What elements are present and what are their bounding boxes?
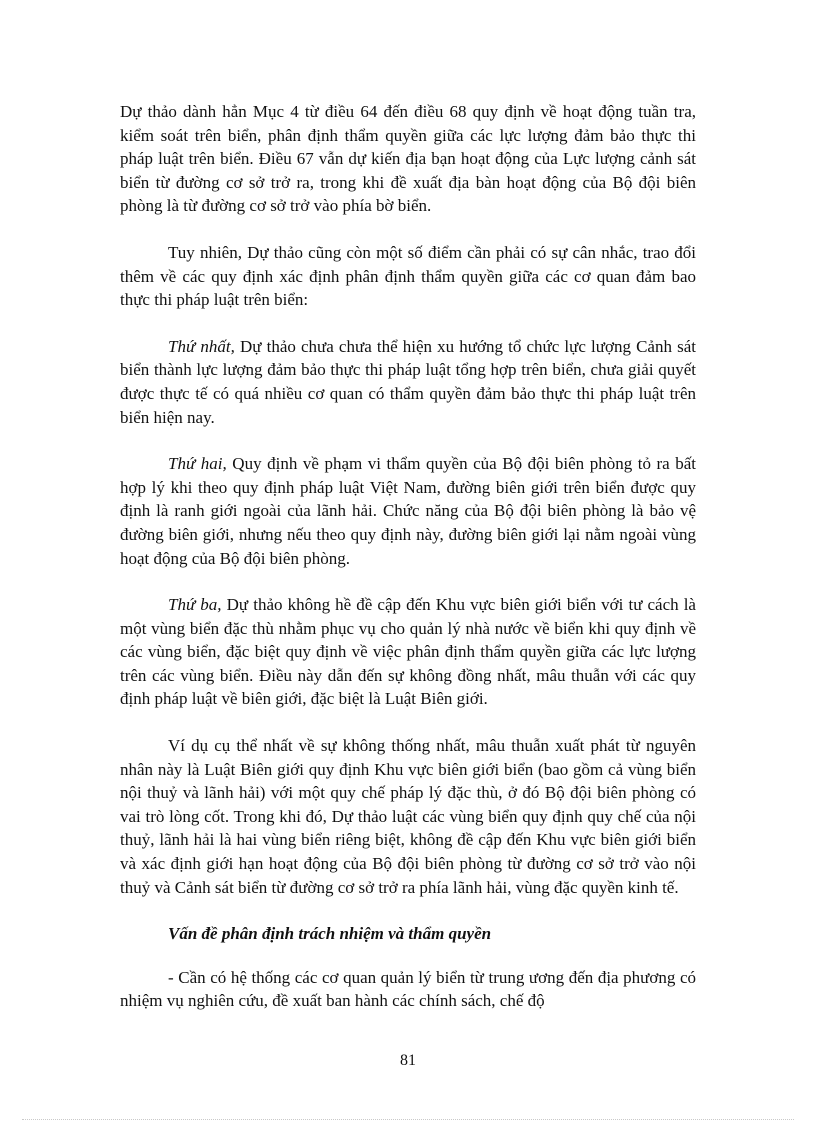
paragraph-3 [120, 335, 696, 429]
paragraph-1 [120, 100, 696, 218]
paragraph-2-text: Tuy nhiên, Dự thảo cũng còn một số điểm cần phải có sự cân nhắc, trao đổi thêm về các quy định xác định phân định thẩm quyền giữa các cơ quan đảm bao thực thi pháp luật trên biển: [120, 242, 696, 310]
paragraph-4 [120, 452, 696, 570]
section-heading: Vấn đề phân định trách nhiệm và thẩm quyền [168, 924, 492, 944]
paragraph-1-text: Dự thảo dành hẳn Mục 4 từ điều 64 đến điều 68 quy định về hoạt động tuần tra, kiểm soát trên biển, phân định thẩm quyền giữa các lực lượng đảm bảo thực thi pháp luật trên biển. Điều 67 vẫn dự kiến địa bạn hoạt động của Lực lượng cảnh sát biển từ đường cơ sở trở ra, trong khi đề xuất địa bàn hoạt động của Bộ đội biên phòng là từ đường cơ sở trở vào phía bờ biển. [120, 102, 696, 216]
page-bottom-divider [22, 1119, 794, 1120]
paragraph-6 [120, 734, 696, 899]
document-body [120, 100, 696, 1036]
paragraph-2 [120, 241, 696, 312]
page-number: 81 [400, 1052, 416, 1069]
paragraph-3-text: Dự thảo chưa chưa thể hiện xu hướng tổ chức lực lượng Cảnh sát biển thành lực lượng đảm bảo thực thi pháp luật tổng hợp trên biển, chưa giải quyết được thực tế có quá nhiều cơ quan có thẩm quyền đảm bảo thực thi pháp luật trên biển hiện nay. [120, 336, 696, 427]
paragraph-3-lead: Thứ nhất, [168, 336, 235, 356]
paragraph-5-lead: Thứ ba, [168, 595, 222, 615]
paragraph-5-text: Dự thảo không hề đề cập đến Khu vực biên giới biển với tư cách là một vùng biển đặc thù nhằm phục vụ cho quản lý nhà nước về biển khi quy định về các vùng biển, đặc biệt quy định về việc phân định thẩm quyền giữa các lực lượng trên các vùng biển. Điều này dẫn đến sự không đồng nhất, mâu thuẫn với các quy định pháp luật về biên giới, đặc biệt là Luật Biên giới. [120, 595, 696, 709]
paragraph-final [120, 966, 696, 1013]
paragraph-4-lead: Thứ hai, [168, 454, 227, 474]
paragraph-final-text: - Cần có hệ thống các cơ quan quản lý biển từ trung ương đến địa phương có nhiệm vụ nghiên cứu, đề xuất ban hành các chính sách, chế độ [120, 967, 696, 1011]
paragraph-5 [120, 593, 696, 711]
paragraph-6-text: Ví dụ cụ thể nhất về sự không thống nhất, mâu thuẫn xuất phát từ nguyên nhân này là Luật Biên giới quy định Khu vực biên giới biển (bao gồm cả vùng biển nội thuỷ và lãnh hải) với một quy chế pháp lý đặc thù, ở đó Bộ đội biên phòng có vai trò lòng cốt. Trong khi đó, Dự thảo luật các vùng biển quy định quy chế của nội thuỷ, lãnh hải là hai vùng biển riêng biệt, không đề cập đến Khu vực biên giới biển và xác định giới hạn hoạt động của Bộ đội biên phòng từ đường cơ sở trở vào nội thuỷ và Cảnh sát biển từ đường cơ sở trở ra phía lãnh hải, vùng đặc quyền kinh tế. [120, 736, 696, 897]
paragraph-4-text: Quy định về phạm vi thẩm quyền của Bộ đội biên phòng tỏ ra bất hợp lý khi theo quy định pháp luật Việt Nam, đường biên giới trên biển được quy định là ranh giới ngoài của lãnh hải. Chức năng của Bộ đội biên phòng là bảo vệ đường biên giới, nhưng nếu theo quy định này, đường biên giới lại nằm ngoài vùng hoạt động của Bộ đội biên phòng. [120, 454, 697, 568]
